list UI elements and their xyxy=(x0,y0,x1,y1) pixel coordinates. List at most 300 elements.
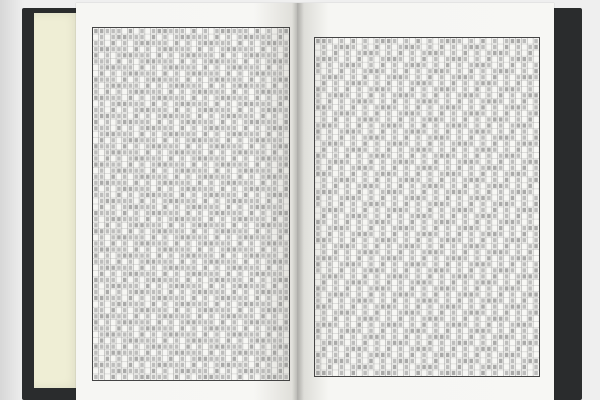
printed-glyph-block xyxy=(428,232,432,236)
printed-glyph-block xyxy=(422,220,426,224)
printed-glyph-block xyxy=(111,296,114,300)
printed-glyph-block xyxy=(123,77,126,81)
printed-glyph-block xyxy=(279,29,282,33)
printed-glyph-block xyxy=(357,214,361,218)
printed-glyph-block xyxy=(352,268,356,272)
printed-glyph-block xyxy=(198,223,201,227)
printed-glyph-block xyxy=(357,298,361,302)
printed-glyph-block xyxy=(446,166,450,170)
printed-glyph-block xyxy=(487,81,491,85)
printed-glyph-block xyxy=(481,311,485,315)
printed-glyph-block xyxy=(346,329,350,333)
printed-glyph-block xyxy=(221,187,224,191)
printed-glyph-block xyxy=(135,90,138,94)
printed-glyph-block xyxy=(505,142,509,146)
printed-glyph-block xyxy=(267,375,270,379)
printed-glyph-block xyxy=(464,256,468,260)
printed-glyph-block xyxy=(387,208,391,212)
printed-glyph-block xyxy=(499,51,503,55)
printed-glyph-block xyxy=(322,274,326,278)
printed-glyph-block xyxy=(422,93,426,97)
printed-glyph-block xyxy=(528,184,532,188)
printed-glyph-block xyxy=(215,144,218,148)
printed-glyph-block xyxy=(322,317,326,321)
printed-glyph-block xyxy=(375,202,379,206)
printed-glyph-block xyxy=(267,108,270,112)
printed-glyph-block xyxy=(522,268,526,272)
printed-glyph-block xyxy=(163,326,166,330)
printed-glyph-block xyxy=(227,344,230,348)
printed-glyph-block xyxy=(135,102,138,106)
printed-glyph-block xyxy=(534,111,538,115)
printed-glyph-block xyxy=(340,335,344,339)
printed-glyph-block xyxy=(452,286,456,290)
printed-glyph-block xyxy=(273,272,276,276)
printed-glyph-block xyxy=(94,150,97,154)
printed-glyph-block xyxy=(186,187,189,191)
printed-glyph-block xyxy=(244,150,247,154)
printed-glyph-block xyxy=(316,335,320,339)
printed-glyph-block xyxy=(192,35,195,39)
printed-glyph-block xyxy=(458,226,462,230)
printed-glyph-block xyxy=(117,351,120,355)
printed-glyph-block xyxy=(135,168,138,172)
printed-glyph-block xyxy=(458,371,462,375)
printed-glyph-block xyxy=(256,205,259,209)
printed-glyph-block xyxy=(334,87,338,91)
printed-glyph-block xyxy=(152,296,155,300)
printed-glyph-block xyxy=(464,87,468,91)
printed-glyph-block xyxy=(181,120,184,124)
printed-glyph-block xyxy=(363,51,367,55)
printed-glyph-block xyxy=(369,93,373,97)
printed-glyph-block xyxy=(446,129,450,133)
printed-glyph-block xyxy=(363,148,367,152)
printed-glyph-block xyxy=(261,314,264,318)
printed-glyph-block xyxy=(111,138,114,142)
printed-glyph-block xyxy=(209,357,212,361)
printed-glyph-block xyxy=(233,363,236,367)
printed-glyph-block xyxy=(440,311,444,315)
printed-glyph-block xyxy=(528,359,532,363)
printed-glyph-block xyxy=(209,260,212,264)
printed-glyph-block xyxy=(129,302,132,306)
printed-glyph-block xyxy=(410,262,414,266)
printed-glyph-block xyxy=(340,202,344,206)
printed-glyph-block xyxy=(393,202,397,206)
printed-glyph-block xyxy=(273,278,276,282)
printed-glyph-block xyxy=(481,142,485,146)
printed-glyph-block xyxy=(261,290,264,294)
printed-glyph-block xyxy=(244,332,247,336)
printed-glyph-block xyxy=(146,357,149,361)
printed-glyph-block xyxy=(135,138,138,142)
printed-glyph-block xyxy=(340,371,344,375)
printed-glyph-block xyxy=(505,268,509,272)
printed-glyph-block xyxy=(340,135,344,139)
printed-glyph-block xyxy=(158,144,161,148)
printed-glyph-block xyxy=(244,47,247,51)
printed-glyph-block xyxy=(163,338,166,342)
printed-glyph-block xyxy=(244,296,247,300)
printed-glyph-block xyxy=(267,308,270,312)
printed-glyph-block xyxy=(111,132,114,136)
printed-glyph-block xyxy=(475,220,479,224)
printed-glyph-block xyxy=(169,278,172,282)
printed-glyph-block xyxy=(273,47,276,51)
printed-glyph-block xyxy=(175,114,178,118)
printed-glyph-block xyxy=(399,184,403,188)
printed-glyph-block xyxy=(487,232,491,236)
printed-glyph-block xyxy=(528,250,532,254)
printed-glyph-block xyxy=(117,217,120,221)
printed-glyph-block xyxy=(428,135,432,139)
printed-glyph-block xyxy=(186,302,189,306)
printed-glyph-block xyxy=(493,142,497,146)
printed-glyph-block xyxy=(505,87,509,91)
printed-glyph-block xyxy=(416,142,420,146)
printed-glyph-block xyxy=(487,63,491,67)
printed-glyph-block xyxy=(129,102,132,106)
printed-glyph-block xyxy=(399,81,403,85)
printed-glyph-block xyxy=(522,123,526,127)
printed-glyph-block xyxy=(458,238,462,242)
printed-glyph-block xyxy=(410,45,414,49)
printed-glyph-block xyxy=(215,332,218,336)
printed-glyph-block xyxy=(352,129,356,133)
right-page xyxy=(298,3,554,400)
printed-glyph-block xyxy=(399,311,403,315)
printed-glyph-block xyxy=(458,93,462,97)
printed-glyph-block xyxy=(469,238,473,242)
printed-glyph-block xyxy=(428,317,432,321)
printed-glyph-block xyxy=(181,187,184,191)
printed-glyph-block xyxy=(273,187,276,191)
printed-glyph-block xyxy=(422,196,426,200)
printed-glyph-block xyxy=(446,226,450,230)
printed-glyph-block xyxy=(284,344,287,348)
printed-glyph-block xyxy=(381,63,385,67)
printed-glyph-block xyxy=(227,314,230,318)
printed-glyph-block xyxy=(346,63,350,67)
printed-glyph-block xyxy=(375,117,379,121)
printed-glyph-block xyxy=(215,168,218,172)
printed-glyph-block xyxy=(505,238,509,242)
printed-glyph-block xyxy=(493,268,497,272)
printed-glyph-block xyxy=(458,39,462,43)
printed-glyph-block xyxy=(267,162,270,166)
printed-glyph-block xyxy=(233,357,236,361)
printed-glyph-block xyxy=(381,93,385,97)
printed-glyph-block xyxy=(227,375,230,379)
printed-glyph-block xyxy=(106,326,109,330)
printed-glyph-block xyxy=(181,253,184,257)
printed-glyph-block xyxy=(434,286,438,290)
printed-glyph-block xyxy=(369,359,373,363)
printed-glyph-block xyxy=(94,120,97,124)
printed-glyph-block xyxy=(169,53,172,57)
printed-glyph-block xyxy=(352,148,356,152)
printed-glyph-block xyxy=(140,193,143,197)
printed-glyph-block xyxy=(493,117,497,121)
printed-glyph-block xyxy=(375,244,379,248)
printed-glyph-block xyxy=(381,226,385,230)
printed-glyph-block xyxy=(399,317,403,321)
printed-glyph-block xyxy=(363,81,367,85)
printed-glyph-block xyxy=(499,93,503,97)
printed-glyph-block xyxy=(487,220,491,224)
printed-glyph-block xyxy=(198,53,201,57)
printed-glyph-block xyxy=(111,96,114,100)
printed-glyph-block xyxy=(517,347,521,351)
printed-glyph-block xyxy=(528,214,532,218)
printed-glyph-block xyxy=(393,135,397,139)
printed-glyph-block xyxy=(192,338,195,342)
printed-glyph-block xyxy=(458,142,462,146)
printed-glyph-block xyxy=(123,53,126,57)
printed-glyph-block xyxy=(511,335,515,339)
printed-glyph-block xyxy=(416,304,420,308)
printed-glyph-block xyxy=(452,172,456,176)
printed-glyph-block xyxy=(284,247,287,251)
printed-glyph-block xyxy=(464,226,468,230)
printed-glyph-block xyxy=(233,278,236,282)
printed-glyph-block xyxy=(322,244,326,248)
printed-glyph-block xyxy=(163,272,166,276)
printed-glyph-block xyxy=(517,311,521,315)
printed-glyph-block xyxy=(169,187,172,191)
printed-glyph-block xyxy=(511,87,515,91)
printed-glyph-block xyxy=(163,168,166,172)
printed-glyph-block xyxy=(169,150,172,154)
printed-glyph-block xyxy=(393,166,397,170)
printed-glyph-block xyxy=(458,75,462,79)
printed-glyph-block xyxy=(238,235,241,239)
printed-glyph-block xyxy=(493,45,497,49)
printed-glyph-block xyxy=(475,184,479,188)
printed-glyph-block xyxy=(517,51,521,55)
printed-glyph-block xyxy=(405,262,409,266)
printed-glyph-block xyxy=(387,154,391,158)
printed-glyph-block xyxy=(446,232,450,236)
printed-glyph-block xyxy=(387,286,391,290)
printed-glyph-block xyxy=(393,196,397,200)
printed-glyph-block xyxy=(375,317,379,321)
printed-glyph-block xyxy=(363,232,367,236)
printed-glyph-block xyxy=(511,292,515,296)
printed-glyph-block xyxy=(261,357,264,361)
printed-glyph-block xyxy=(192,102,195,106)
printed-glyph-block xyxy=(499,250,503,254)
printed-glyph-block xyxy=(163,132,166,136)
printed-glyph-block xyxy=(405,371,409,375)
printed-glyph-block xyxy=(405,268,409,272)
printed-glyph-block xyxy=(146,71,149,75)
printed-glyph-block xyxy=(181,369,184,373)
printed-glyph-block xyxy=(186,369,189,373)
printed-glyph-block xyxy=(381,329,385,333)
printed-glyph-block xyxy=(446,335,450,339)
printed-glyph-block xyxy=(452,154,456,158)
printed-glyph-block xyxy=(163,47,166,51)
printed-glyph-block xyxy=(129,120,132,124)
printed-glyph-block xyxy=(215,156,218,160)
printed-glyph-block xyxy=(192,29,195,33)
printed-glyph-block xyxy=(181,247,184,251)
printed-glyph-block xyxy=(422,329,426,333)
printed-glyph-block xyxy=(140,162,143,166)
printed-glyph-block xyxy=(117,47,120,51)
printed-glyph-block xyxy=(152,162,155,166)
printed-glyph-block xyxy=(416,63,420,67)
printed-glyph-block xyxy=(487,256,491,260)
printed-glyph-block xyxy=(534,226,538,230)
printed-glyph-block xyxy=(267,229,270,233)
printed-glyph-block xyxy=(261,351,264,355)
printed-glyph-block xyxy=(522,160,526,164)
printed-glyph-block xyxy=(458,365,462,369)
printed-glyph-block xyxy=(511,196,515,200)
printed-glyph-block xyxy=(375,220,379,224)
printed-glyph-block xyxy=(522,238,526,242)
printed-glyph-block xyxy=(452,323,456,327)
printed-glyph-block xyxy=(469,69,473,73)
printed-glyph-block xyxy=(422,154,426,158)
printed-glyph-block xyxy=(221,260,224,264)
printed-glyph-block xyxy=(192,193,195,197)
printed-glyph-block xyxy=(399,142,403,146)
printed-glyph-block xyxy=(146,272,149,276)
printed-glyph-block xyxy=(152,96,155,100)
printed-glyph-block xyxy=(267,71,270,75)
printed-glyph-block xyxy=(434,87,438,91)
printed-glyph-block xyxy=(192,120,195,124)
printed-glyph-block xyxy=(499,232,503,236)
printed-glyph-block xyxy=(227,35,230,39)
printed-glyph-block xyxy=(434,292,438,296)
printed-glyph-block xyxy=(405,135,409,139)
printed-glyph-block xyxy=(369,286,373,290)
printed-glyph-block xyxy=(209,284,212,288)
printed-glyph-block xyxy=(111,266,114,270)
printed-glyph-block xyxy=(221,90,224,94)
printed-glyph-block xyxy=(267,205,270,209)
printed-glyph-block xyxy=(452,184,456,188)
printed-glyph-block xyxy=(352,214,356,218)
printed-glyph-block xyxy=(352,81,356,85)
printed-glyph-block xyxy=(499,69,503,73)
printed-glyph-block xyxy=(440,220,444,224)
printed-glyph-block xyxy=(117,126,120,130)
printed-glyph-block xyxy=(522,298,526,302)
printed-glyph-block xyxy=(511,286,515,290)
printed-glyph-block xyxy=(416,111,420,115)
printed-glyph-block xyxy=(369,329,373,333)
left-page-table xyxy=(92,27,290,381)
printed-glyph-block xyxy=(369,184,373,188)
printed-glyph-block xyxy=(322,148,326,152)
printed-glyph-block xyxy=(158,156,161,160)
printed-glyph-block xyxy=(517,87,521,91)
printed-glyph-block xyxy=(181,217,184,221)
printed-glyph-block xyxy=(273,253,276,257)
printed-glyph-block xyxy=(106,181,109,185)
printed-glyph-block xyxy=(181,193,184,197)
printed-glyph-block xyxy=(94,344,97,348)
printed-glyph-block xyxy=(261,223,264,227)
printed-glyph-block xyxy=(464,323,468,327)
printed-glyph-block xyxy=(135,175,138,179)
printed-glyph-block xyxy=(493,202,497,206)
printed-glyph-block xyxy=(517,256,521,260)
printed-glyph-block xyxy=(186,247,189,251)
printed-glyph-block xyxy=(499,335,503,339)
printed-glyph-block xyxy=(399,117,403,121)
printed-glyph-block xyxy=(100,126,103,130)
printed-glyph-block xyxy=(204,205,207,209)
printed-glyph-block xyxy=(198,272,201,276)
printed-glyph-block xyxy=(399,208,403,212)
printed-glyph-block xyxy=(186,272,189,276)
printed-glyph-block xyxy=(256,290,259,294)
printed-glyph-block xyxy=(100,296,103,300)
printed-glyph-block xyxy=(192,199,195,203)
printed-glyph-block xyxy=(215,223,218,227)
printed-glyph-block xyxy=(352,304,356,308)
printed-glyph-block xyxy=(517,178,521,182)
printed-glyph-block xyxy=(233,326,236,330)
printed-glyph-block xyxy=(346,45,350,49)
printed-glyph-block xyxy=(399,87,403,91)
printed-glyph-block xyxy=(517,274,521,278)
printed-glyph-block xyxy=(192,138,195,142)
printed-glyph-block xyxy=(204,363,207,367)
printed-glyph-block xyxy=(493,166,497,170)
printed-glyph-block xyxy=(117,253,120,257)
printed-glyph-block xyxy=(117,357,120,361)
printed-glyph-block xyxy=(493,105,497,109)
printed-glyph-block xyxy=(192,351,195,355)
printed-glyph-block xyxy=(422,347,426,351)
printed-glyph-block xyxy=(123,351,126,355)
printed-glyph-block xyxy=(238,211,241,215)
printed-glyph-block xyxy=(434,129,438,133)
printed-glyph-block xyxy=(111,369,114,373)
printed-glyph-block xyxy=(106,217,109,221)
printed-glyph-block xyxy=(256,272,259,276)
printed-glyph-block xyxy=(238,314,241,318)
printed-glyph-block xyxy=(357,286,361,290)
printed-glyph-block xyxy=(446,172,450,176)
printed-glyph-block xyxy=(522,93,526,97)
printed-glyph-block xyxy=(209,187,212,191)
printed-glyph-block xyxy=(428,166,432,170)
printed-glyph-block xyxy=(352,45,356,49)
printed-glyph-block xyxy=(256,168,259,172)
printed-glyph-block xyxy=(198,369,201,373)
printed-glyph-block xyxy=(469,329,473,333)
printed-glyph-block xyxy=(528,148,532,152)
printed-glyph-block xyxy=(464,341,468,345)
printed-glyph-block xyxy=(261,102,264,106)
printed-glyph-block xyxy=(340,160,344,164)
printed-glyph-block xyxy=(405,365,409,369)
printed-glyph-block xyxy=(452,39,456,43)
printed-glyph-block xyxy=(100,175,103,179)
printed-glyph-block xyxy=(322,81,326,85)
printed-glyph-block xyxy=(363,208,367,212)
printed-glyph-block xyxy=(534,75,538,79)
